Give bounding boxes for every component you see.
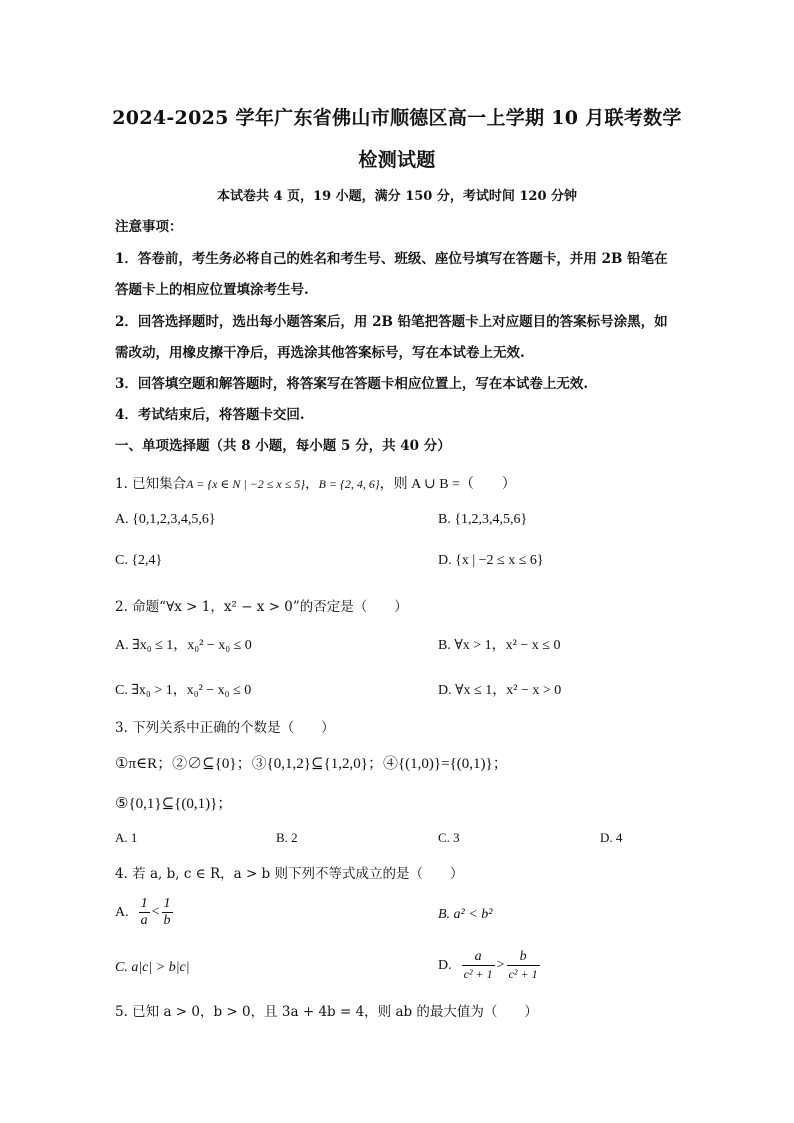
q4-d-num-1: a: [462, 949, 495, 966]
q4-option-d: [438, 949, 542, 982]
question-3-stem: 3. 下列关系中正确的个数是（ ）: [115, 720, 335, 736]
q4-a-op: <: [151, 904, 160, 920]
note-1-line1: 1．答卷前，考生务必将自己的姓名和考生号、班级、座位号填写在答题卡，并用 2B 铅笔在: [115, 251, 668, 267]
question-4-stem: 4. 若 a, b, c ∈ R，a > b 则下列不等式成立的是（ ）: [115, 866, 464, 882]
question-2-stem: 2. 命题“∀x > 1，x² − x > 0”的否定是（ ）: [115, 599, 408, 615]
q2-option-c: C. ∃x₀ > 1，x₀² − x₀ ≤ 0: [115, 683, 252, 698]
q1-ask: ，则 A ∪ B =（ ）: [379, 477, 516, 492]
q4-a-num-1: 1: [140, 896, 148, 911]
q3-option-b: B. 2: [276, 830, 298, 845]
q1-option-d: D. {x | −2 ≤ x ≤ 6}: [438, 553, 544, 568]
exam-title-line2: 检测试题: [358, 149, 436, 171]
q4-d-frac-2: [507, 949, 540, 982]
q3-statements-line2: ⑤{0,1}⊆{(0,1)}；: [115, 796, 233, 812]
q4-a-frac-1: [139, 896, 150, 929]
q4-option-c: C. a|c| > b|c|: [115, 960, 190, 975]
q3-statements-line1: ①π∈R；②∅⊆{0}；③{0,1,2}⊆{1,2,0}；④{(1,0)}={(0,1)}；: [115, 756, 508, 772]
q4-d-op: >: [496, 957, 505, 973]
q2-option-a: A. ∃x₀ ≤ 1，x₀² − x₀ ≤ 0: [115, 638, 252, 653]
q4-a-frac-2: [162, 896, 173, 929]
q1-option-a: A. {0,1,2,3,4,5,6}: [115, 512, 216, 527]
question-1-stem: [115, 472, 516, 493]
q4-a-label: A.: [115, 904, 129, 920]
q1-option-b: B. {1,2,3,4,5,6}: [438, 512, 528, 527]
q2-option-d: D. ∀x ≤ 1，x² − x > 0: [438, 683, 562, 698]
note-1-line2: 答题卡上的相应位置填涂考生号.: [115, 282, 309, 298]
q1-prefix: 1. 已知集合: [115, 476, 187, 492]
notes-heading: 注意事项：: [115, 219, 183, 235]
q4-option-a: [115, 896, 175, 929]
note-2-line1: 2．回答选择题时，选出每小题答案后，用 2B 铅笔把答题卡上对应题目的答案标号涂黑，如: [115, 314, 668, 330]
q4-d-num-2: b: [507, 949, 540, 966]
q4-option-b: B. a² < b²: [438, 907, 493, 922]
q3-option-d: D. 4: [600, 830, 623, 845]
q4-a-den-2: b: [163, 913, 171, 928]
exam-subtitle: 本试卷共 4 页，19 小题，满分 150 分，考试时间 120 分钟: [216, 189, 578, 204]
note-3: 3．回答填空题和解答题时，将答案写在答题卡相应位置上，写在本试卷上无效.: [115, 376, 589, 392]
note-4: 4．考试结束后，将答题卡交回.: [115, 407, 305, 423]
q1-set-a: A = {x ∈ N | −2 ≤ x ≤ 5}: [186, 477, 306, 491]
q4-a-num-2: 1: [163, 896, 171, 911]
q1-sep: ，: [305, 476, 319, 492]
q1-set-b: B = {2, 4, 6}: [318, 477, 380, 491]
q3-option-c: C. 3: [438, 830, 460, 845]
q4-d-frac-1: [462, 949, 495, 982]
q4-d-den-1: c² + 1: [463, 967, 493, 981]
section-1-heading: 一、单项选择题（共 8 小题，每小题 5 分，共 40 分）: [115, 438, 451, 454]
q1-option-c: C. {2,4}: [115, 553, 163, 568]
q4-d-label: D.: [438, 957, 452, 973]
q2-option-b: B. ∀x > 1，x² − x ≤ 0: [438, 638, 561, 653]
exam-title-line1: 2024-2025 学年广东省佛山市顺德区高一上学期 10 月联考数学: [112, 107, 682, 129]
question-5-stem: 5. 已知 a > 0，b > 0，且 3a + 4b = 4，则 ab 的最大值为（ ）: [115, 1004, 538, 1020]
q4-a-den-1: a: [140, 913, 148, 928]
q3-option-a: A. 1: [115, 830, 138, 845]
note-2-line2: 需改动，用橡皮擦干净后，再选涂其他答案标号，写在本试卷上无效.: [115, 345, 525, 361]
q4-d-den-2: c² + 1: [508, 967, 538, 981]
